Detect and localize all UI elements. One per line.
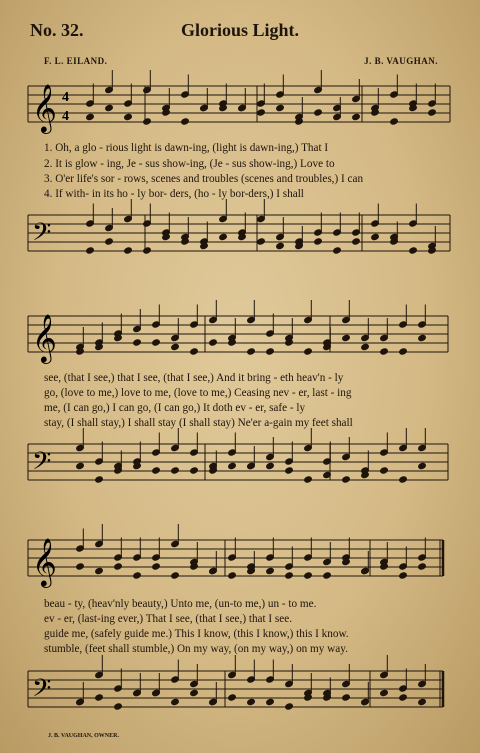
note-head bbox=[314, 238, 323, 245]
note-head bbox=[399, 694, 408, 701]
note-head bbox=[143, 247, 152, 254]
note-head bbox=[390, 118, 399, 125]
note-head bbox=[133, 689, 142, 696]
note-head bbox=[371, 233, 380, 240]
note-head bbox=[399, 476, 408, 483]
lyric-line: stumble, (feet shall stumble,) On my way, (on my way,) on my way. bbox=[44, 643, 348, 655]
note-head bbox=[76, 462, 85, 469]
note-head bbox=[190, 467, 199, 474]
note-head bbox=[209, 567, 218, 574]
note-head bbox=[352, 113, 361, 120]
staff-treble-2 bbox=[28, 316, 448, 352]
note-head bbox=[333, 247, 342, 254]
lyric-line: beau - ty, (heav'nly beauty,) Unto me, (un-to me,) un - to me. bbox=[44, 598, 317, 610]
note-head bbox=[304, 476, 313, 483]
note-head bbox=[342, 334, 351, 341]
note-head bbox=[247, 698, 256, 705]
note-head bbox=[418, 334, 427, 341]
bass-clef-icon: 𝄢 bbox=[32, 447, 52, 482]
note-head bbox=[114, 703, 123, 710]
note-head bbox=[352, 238, 361, 245]
note-head bbox=[228, 694, 237, 701]
copyright-footer: J. B. VAUGHAN, OWNER. bbox=[48, 733, 119, 739]
note-head bbox=[190, 689, 199, 696]
note-head bbox=[76, 563, 85, 570]
note-head bbox=[95, 567, 104, 574]
note-head bbox=[342, 476, 351, 483]
note-head bbox=[314, 109, 323, 116]
note-head bbox=[95, 694, 104, 701]
note-head bbox=[285, 572, 294, 579]
note-head bbox=[105, 104, 114, 111]
note-head bbox=[171, 343, 180, 350]
note-head bbox=[304, 572, 313, 579]
note-head bbox=[285, 467, 294, 474]
composer-credit: J. B. VAUGHAN. bbox=[364, 56, 438, 66]
lyric-line: see, (that I see,) that I see, (that I see,) And it bring - eth heav'n - ly bbox=[44, 372, 344, 384]
note-head bbox=[124, 247, 133, 254]
note-head bbox=[171, 467, 180, 474]
lyric-line: ev - er, (last-ing ever,) That I see, (that I see,) that I see. bbox=[44, 613, 293, 625]
note-head bbox=[76, 698, 85, 705]
note-head bbox=[409, 247, 418, 254]
note-head bbox=[285, 703, 294, 710]
note-head bbox=[105, 238, 114, 245]
note-head bbox=[171, 698, 180, 705]
note-head bbox=[276, 242, 285, 249]
note-head bbox=[266, 348, 275, 355]
lyric-line: 2. It is glow - ing, Je - sus show-ing, (Je - sus show-ing,) Love to bbox=[44, 158, 335, 170]
note-head bbox=[228, 572, 237, 579]
note-head bbox=[266, 698, 275, 705]
note-head bbox=[209, 339, 218, 346]
lyric-line: 1. Oh, a glo - rious light is dawn-ing, (light is dawn-ing,) That I bbox=[44, 142, 329, 154]
note-head bbox=[238, 104, 247, 111]
lyric-line: 3. O'er life's sor - rows, scenes and troubles (scenes and troubles,) I can bbox=[44, 173, 364, 185]
note-head bbox=[152, 467, 161, 474]
note-head bbox=[86, 113, 95, 120]
note-head bbox=[200, 104, 209, 111]
note-head bbox=[361, 343, 370, 350]
note-head bbox=[86, 247, 95, 254]
treble-clef-icon: 𝄞 bbox=[32, 313, 57, 362]
note-head bbox=[304, 348, 313, 355]
bass-clef-icon: 𝄢 bbox=[32, 218, 52, 253]
treble-clef-icon: 𝄞 bbox=[32, 537, 57, 586]
note-head bbox=[143, 118, 152, 125]
note-head bbox=[181, 118, 190, 125]
hymn-title: Glorious Light. bbox=[180, 20, 300, 40]
note-head bbox=[399, 348, 408, 355]
note-head bbox=[114, 563, 123, 570]
hymn-number: No. 32. bbox=[30, 20, 84, 40]
note-head bbox=[418, 563, 427, 570]
note-head bbox=[323, 572, 332, 579]
note-head bbox=[380, 348, 389, 355]
lyric-line: go, (love to me,) love to me, (love to me,) Ceasing nev - er, last - ing bbox=[44, 387, 352, 399]
note-head bbox=[380, 689, 389, 696]
time-sig-top: 4 bbox=[62, 90, 69, 105]
note-head bbox=[247, 462, 256, 469]
treble-clef-icon: 𝄞 bbox=[32, 83, 57, 132]
note-head bbox=[418, 462, 427, 469]
note-head bbox=[418, 698, 427, 705]
note-head bbox=[152, 563, 161, 570]
note-head bbox=[266, 462, 275, 469]
note-head bbox=[399, 572, 408, 579]
note-head bbox=[380, 467, 389, 474]
note-head bbox=[95, 476, 104, 483]
note-head bbox=[257, 109, 266, 116]
note-head bbox=[209, 698, 218, 705]
time-sig-bottom: 4 bbox=[62, 109, 69, 124]
note-head bbox=[190, 348, 199, 355]
lyric-line: guide me, (safely guide me.) This I know, (this I know,) this I know. bbox=[44, 628, 349, 640]
note-head bbox=[276, 104, 285, 111]
note-head bbox=[342, 694, 351, 701]
note-head bbox=[361, 698, 370, 705]
note-head bbox=[152, 339, 161, 346]
lyricist-credit: F. L. EILAND. bbox=[44, 56, 108, 66]
note-head bbox=[428, 109, 437, 116]
note-head bbox=[219, 233, 228, 240]
lyric-line: stay, (I shall stay,) I shall stay (I shall stay) Ne'er a-gain my feet shall bbox=[44, 417, 353, 429]
note-head bbox=[152, 689, 161, 696]
note-head bbox=[247, 348, 256, 355]
note-head bbox=[171, 572, 180, 579]
note-head bbox=[361, 567, 370, 574]
note-head bbox=[133, 339, 142, 346]
note-head bbox=[266, 567, 275, 574]
note-head bbox=[228, 462, 237, 469]
note-head bbox=[257, 238, 266, 245]
note-head bbox=[133, 572, 142, 579]
lyric-line: me, (I can go,) I can go, (I can go,) It doth ev - er, safe - ly bbox=[44, 402, 306, 414]
lyric-line: 4. If with- in its ho - ly bor- ders, (ho - ly bor-ders,) I shall bbox=[44, 188, 304, 200]
note-head bbox=[124, 113, 133, 120]
bass-clef-icon: 𝄢 bbox=[32, 674, 52, 709]
